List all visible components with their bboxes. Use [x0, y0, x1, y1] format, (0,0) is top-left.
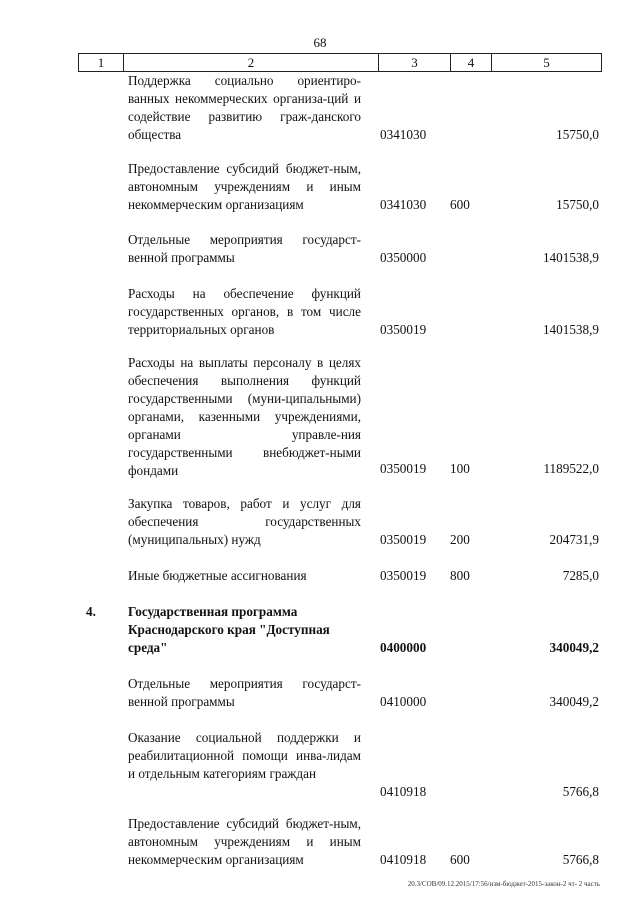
row-expense-type: 800: [450, 568, 470, 583]
row-amount: 7285,0: [562, 568, 599, 583]
row-code: 0400000: [380, 640, 427, 655]
header-col-2: 2: [247, 55, 255, 70]
row-code: 0350019: [380, 461, 427, 476]
row-amount: 1401538,9: [542, 322, 599, 337]
row-amount: 340049,2: [549, 694, 599, 709]
table-row: [0, 72, 640, 152]
row-amount: 15750,0: [556, 197, 599, 212]
table-row: [0, 567, 640, 587]
row-code: 0350019: [380, 322, 427, 337]
row-description: Поддержка социально ориентиро-ванных некоммерческих организа-ций и содействие развитию граж-данского общества: [128, 73, 361, 142]
table-row: [0, 815, 640, 873]
table-row: [0, 675, 640, 715]
header-col-3: 3: [411, 55, 418, 70]
row-amount: 5766,8: [562, 784, 599, 799]
row-description: Закупка товаров, работ и услуг для обеспечения государственных (муниципальных) нужд: [128, 496, 361, 547]
row-code: 0410918: [380, 852, 427, 867]
row-amount: 1189522,0: [543, 461, 599, 476]
document-footer: 20.3/СОВ/09.12.2015/17:56/изм-бюджет-2015-закон-2 чт- 2 часть: [407, 880, 600, 888]
row-expense-type: 200: [450, 532, 470, 547]
row-code: 0350019: [380, 532, 427, 547]
row-description: Государственная программа Краснодарского края "Доступная среда": [128, 604, 330, 655]
row-code: 0410918: [380, 784, 427, 799]
table-row-section: [0, 603, 640, 663]
row-description: Отдельные мероприятия государст-венной программы: [128, 676, 361, 709]
row-description: Расходы на выплаты персоналу в целях обеспечения выполнения функций государственными (муни-ципальными) органами, казенными учреждениями, органами управле-ния государственными внебюджет-ными фондами: [128, 355, 361, 478]
header-col-5: 5: [543, 55, 550, 70]
table-row: [0, 231, 640, 271]
table-row: [0, 495, 640, 555]
table-header: [78, 53, 602, 72]
page-number: 68: [313, 35, 327, 50]
row-amount: 204731,9: [549, 532, 599, 547]
row-description: Расходы на обеспечение функций государственных органов, в том числе территориальных органов: [128, 286, 361, 337]
row-amount: 340049,2: [549, 640, 599, 655]
table-row: [0, 160, 640, 220]
row-expense-type: 600: [450, 197, 470, 212]
row-amount: 15750,0: [556, 127, 599, 142]
row-code: 0410000: [380, 694, 427, 709]
table-row: [0, 354, 640, 484]
row-code: 0341030: [380, 127, 427, 142]
row-description: Предоставление субсидий бюджет-ным, автономным учреждениям и иным некоммерческим организациям: [128, 161, 361, 212]
table-row: [0, 285, 640, 345]
row-code: 0350000: [380, 250, 427, 265]
row-description: Предоставление субсидий бюджет-ным, автономным учреждениям и иным некоммерческим организациям: [128, 816, 361, 867]
header-col-4: 4: [467, 55, 475, 70]
row-code: 0341030: [380, 197, 427, 212]
row-expense-type: 600: [450, 852, 470, 867]
row-expense-type: 100: [450, 461, 470, 476]
header-col-1: 1: [97, 55, 105, 70]
row-description: Иные бюджетные ассигнования: [128, 568, 307, 583]
row-code: 0350019: [380, 568, 427, 583]
row-number: 4.: [86, 604, 96, 619]
row-amount: 5766,8: [562, 852, 599, 867]
row-description: Отдельные мероприятия государст-венной программы: [128, 232, 361, 265]
table-row: [0, 729, 640, 805]
row-amount: 1401538,9: [542, 250, 599, 265]
row-description: Оказание социальной поддержки и реабилитационной помощи инва-лидам и отдельным категориям граждан: [128, 730, 361, 781]
